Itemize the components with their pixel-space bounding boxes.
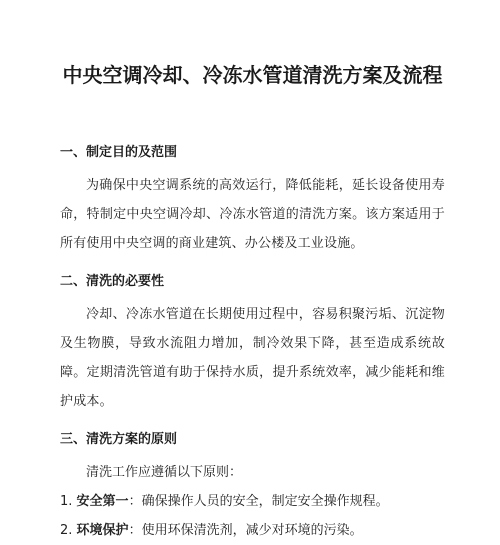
section-principles [60, 430, 445, 545]
section-heading: 三、清洗方案的原则 [60, 432, 178, 447]
principle-number: 1. [60, 494, 73, 509]
principle-item [60, 487, 445, 516]
principle-separator: ： [128, 494, 142, 509]
principle-separator: ： [128, 523, 142, 538]
principle-item [60, 516, 445, 545]
principles-intro: 清洗工作应遵循以下原则： [86, 465, 243, 480]
principle-text: 确保操作人员的安全，制定安全操作规程。 [141, 494, 389, 509]
principle-name: 安全第一 [76, 494, 129, 509]
section-necessity [60, 272, 445, 416]
section-heading: 二、清洗的必要性 [60, 274, 165, 289]
principle-name: 环境保护 [76, 523, 129, 538]
section-paragraph: 冷却、冷冻水管道在长期使用过程中，容易积聚污垢、沉淀物及生物膜，导致水流阻力增加，制冷效果下降，甚至造成系统故障。定期清洗管道有助于保持水质，提升系统效率，减少能耗和维护成本。 [60, 307, 445, 409]
section-heading: 一、制定目的及范围 [60, 145, 178, 160]
section-paragraph: 为确保中央空调系统的高效运行，降低能耗，延长设备使用寿命，特制定中央空调冷却、冷冻水管道的清洗方案。该方案适用于所有使用中央空调的商业建筑、办公楼及工业设施。 [60, 178, 445, 251]
principle-number: 2. [60, 523, 73, 538]
principle-text: 使用环保清洗剂，减少对环境的污染。 [141, 523, 363, 538]
section-purpose-scope [60, 143, 445, 258]
document-title: 中央空调冷却、冷冻水管道清洗方案及流程 [62, 63, 443, 87]
